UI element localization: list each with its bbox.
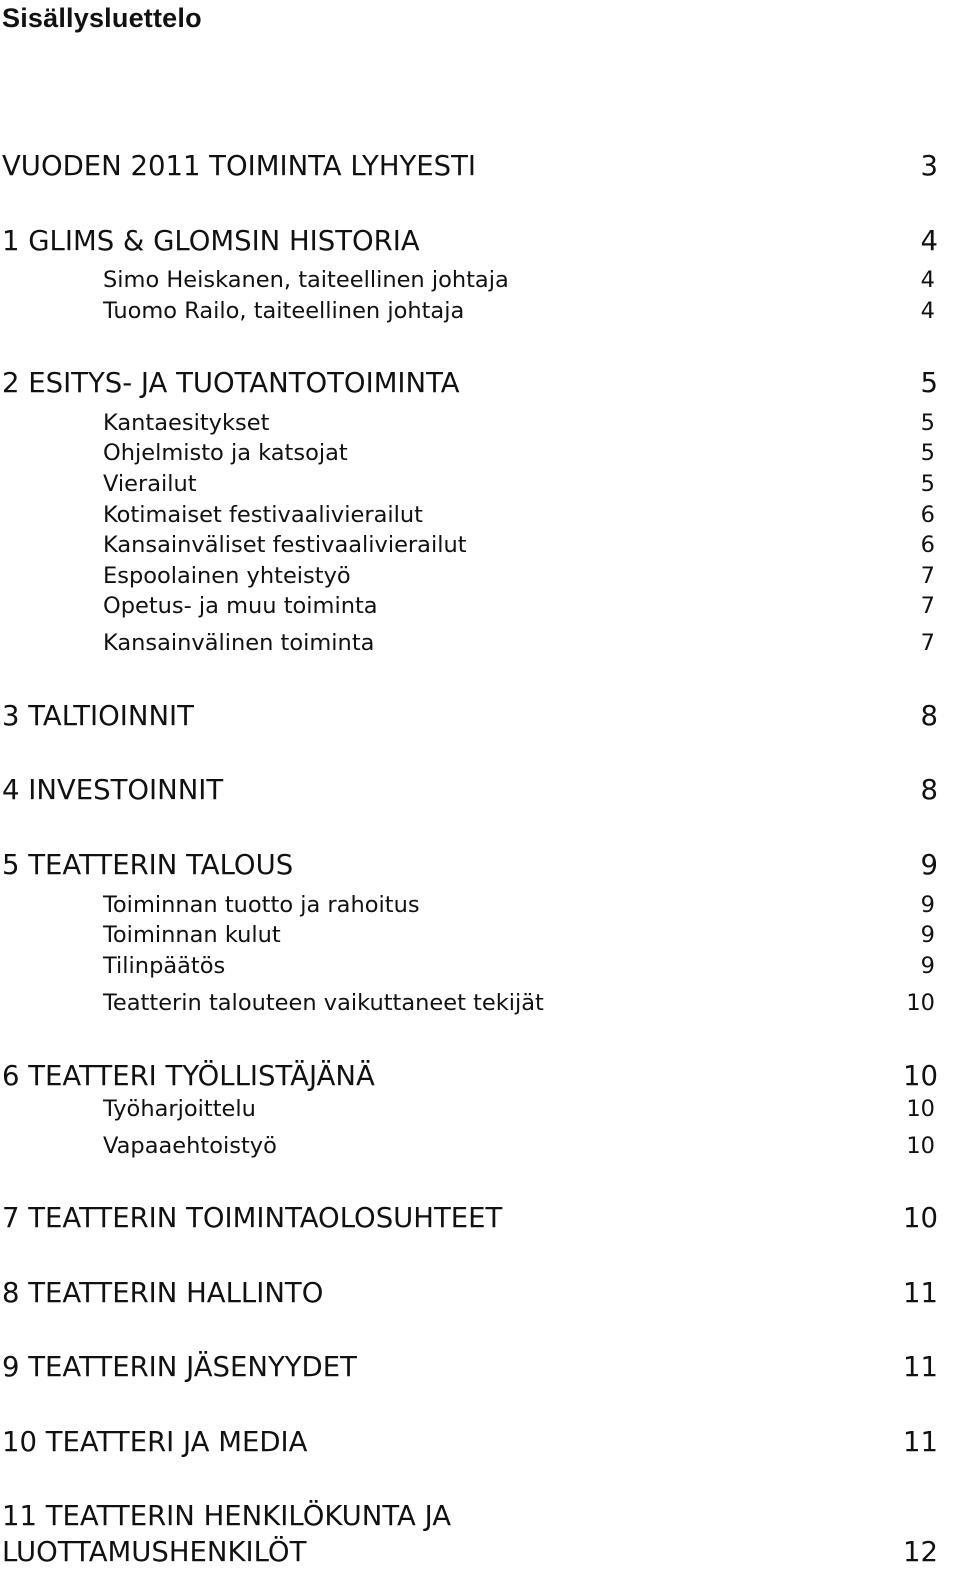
toc-entry[interactable] (0, 1275, 960, 1311)
toc-subentry[interactable] (0, 591, 960, 627)
toc-subentry-label: Työharjoittelu (103, 1096, 256, 1122)
toc-subentry-label: Espoolainen yhteistyö (103, 563, 351, 589)
toc-entry[interactable] (0, 698, 960, 734)
toc-entry[interactable] (0, 1200, 960, 1236)
toc-subentry-page: 9 (920, 892, 935, 918)
toc-entry-label: LUOTTAMUSHENKILÖT (2, 1536, 307, 1568)
toc-subentry[interactable] (0, 628, 960, 664)
toc-entry-page: 10 (903, 1060, 938, 1092)
toc-subentry-page: 7 (920, 563, 935, 589)
toc-entry[interactable] (0, 1058, 960, 1094)
toc-entry-label: 11 TEATTERIN HENKILÖKUNTA JA (2, 1500, 452, 1532)
toc-entry-label: 4 INVESTOINNIT (2, 774, 224, 806)
toc-subentry-label: Kansainvälinen toiminta (103, 630, 375, 656)
toc-entry-label: 10 TEATTERI JA MEDIA (2, 1426, 308, 1458)
toc-entry[interactable] (0, 148, 960, 184)
toc-entry-label: 5 TEATTERIN TALOUS (2, 849, 294, 881)
toc-entry-page: 8 (920, 774, 938, 806)
toc-subentry-page: 7 (920, 593, 935, 619)
toc-entry-page: 9 (920, 849, 938, 881)
toc-subentry-label: Kantaesitykset (103, 410, 270, 436)
toc-subentry[interactable] (0, 1131, 960, 1167)
toc-entry-label: 2 ESITYS- JA TUOTANTOTOIMINTA (2, 367, 460, 399)
toc-subentry-page: 9 (920, 953, 935, 979)
toc-entry[interactable] (0, 772, 960, 808)
toc-entry-page: 10 (903, 1202, 938, 1234)
toc-subentry[interactable] (0, 1094, 960, 1130)
toc-subentry-page: 10 (906, 1133, 935, 1159)
toc-entry-label: 9 TEATTERIN JÄSENYYDET (2, 1351, 357, 1383)
toc-subentry-label: Ohjelmisto ja katsojat (103, 440, 348, 466)
toc-entry[interactable] (0, 365, 960, 401)
toc-subentry-label: Toiminnan kulut (103, 922, 281, 948)
toc-subentry-page: 10 (906, 990, 935, 1016)
toc-subentry-page: 5 (920, 471, 935, 497)
toc-subentry-label: Simo Heiskanen, taiteellinen johtaja (103, 267, 509, 293)
toc-entry-page: 5 (920, 367, 938, 399)
toc-subentry-label: Kotimaiset festivaalivierailut (103, 502, 423, 528)
page-title: Sisällysluettelo (2, 3, 202, 33)
toc-subentry[interactable] (0, 988, 960, 1024)
toc-entry-label: 8 TEATTERIN HALLINTO (2, 1277, 324, 1309)
toc-subentry-label: Tuomo Railo, taiteellinen johtaja (103, 298, 465, 324)
toc-entry-label: VUODEN 2011 TOIMINTA LYHYESTI (2, 150, 477, 182)
toc-subentry-page: 5 (920, 440, 935, 466)
toc-subentry-page: 4 (920, 267, 935, 293)
toc-entry-page: 3 (920, 150, 938, 182)
toc-subentry[interactable] (0, 951, 960, 987)
toc-entry-label: 1 GLIMS & GLOMSIN HISTORIA (2, 225, 420, 257)
toc-entry-page: 11 (903, 1426, 938, 1458)
toc-entry-continuation[interactable] (0, 1534, 960, 1570)
toc-subentry-label: Toiminnan tuotto ja rahoitus (103, 892, 420, 918)
toc-subentry-page: 7 (920, 630, 935, 656)
toc-entry-page: 4 (920, 225, 938, 257)
toc-subentry-page: 10 (906, 1096, 935, 1122)
toc-subentry[interactable] (0, 296, 960, 332)
toc-entry-page: 11 (903, 1351, 938, 1383)
toc-entry-page: 8 (920, 700, 938, 732)
toc-subentry-label: Opetus- ja muu toiminta (103, 593, 378, 619)
toc-subentry-page: 6 (920, 502, 935, 528)
toc-entry[interactable] (0, 847, 960, 883)
toc-entry-page: 11 (903, 1277, 938, 1309)
toc-subentry-page: 6 (920, 532, 935, 558)
toc-subentry-page: 5 (920, 410, 935, 436)
toc-entry-label: 7 TEATTERIN TOIMINTAOLOSUHTEET (2, 1202, 503, 1234)
toc-subentry-label: Kansainväliset festivaalivierailut (103, 532, 467, 558)
toc-entry-label: 3 TALTIOINNIT (2, 700, 194, 732)
toc-subentry-label: Teatterin talouteen vaikuttaneet tekijät (103, 990, 544, 1016)
toc-subentry-label: Vapaaehtoistyö (103, 1133, 277, 1159)
toc-subentry-label: Tilinpäätös (103, 953, 226, 979)
toc-entry[interactable] (0, 1498, 960, 1534)
toc-entry[interactable] (0, 1349, 960, 1385)
toc-entry-label: 6 TEATTERI TYÖLLISTÄJÄNÄ (2, 1060, 375, 1092)
toc-entry[interactable] (0, 1424, 960, 1460)
toc-subentry-page: 9 (920, 922, 935, 948)
toc-subentry-page: 4 (920, 298, 935, 324)
toc-subentry-label: Vierailut (103, 471, 197, 497)
toc-entry[interactable] (0, 223, 960, 259)
toc-entry-page: 12 (903, 1536, 938, 1568)
